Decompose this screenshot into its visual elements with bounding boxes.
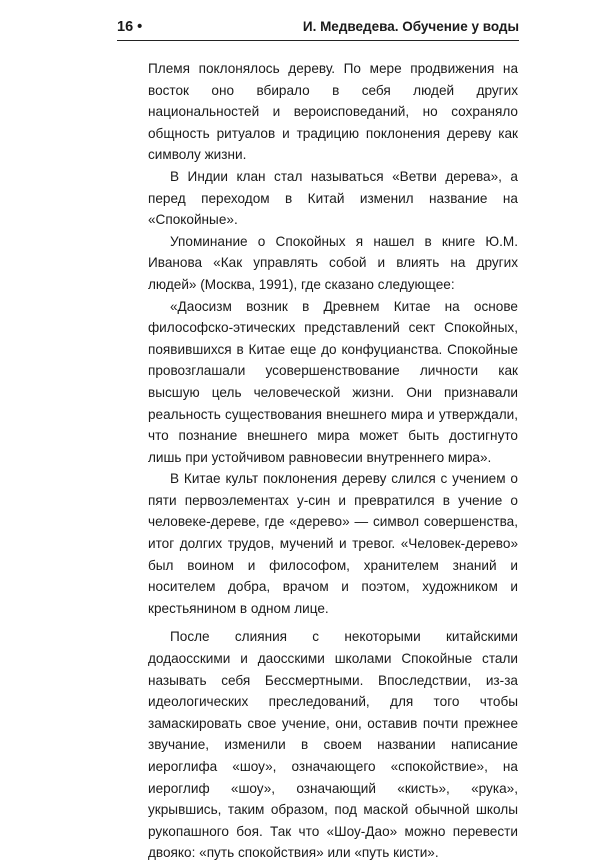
body-text — [148, 58, 518, 864]
paragraph: В Китае культ поклонения дереву слился с учением о пяти первоэлементах у-син и превратился в учение о человеке-дереве, где «дерево» — символ совершенства, итог долгих трудов, мучений и тревог. «Человек-дерево» был воином и философом, хранителем знаний и носителем добра, врачом и поэтом, художником и крестьянином в одном лице. — [148, 471, 518, 616]
paragraph: После слияния с некоторыми китайскими додаосскими и даосскими школами Спокойные стали называть себя Бессмертными. Впоследствии, из-за идеологических преследований, для того чтобы замаскировать свое учение, они, оставив почти прежнее звучание, изменили в своем названии написание иероглифа «шоу», означающего «спокойствие», на иероглиф «шоу», означающий «кисть», «рука», укрывшись, таким образом, под маской обычной школы рукопашного боя. Так что «Шоу-Дао» можно перевести двояко: «путь спокойствия» или «путь кисти». — [148, 629, 518, 861]
paragraph: Племя поклонялось дереву. По мере продвижения на восток оно вбирало в себя людей других национальностей и вероисповеданий, но сохраняло общность ритуалов и традицию поклонения дереву как символу жизни. — [148, 61, 518, 163]
page-header — [117, 18, 519, 41]
quote-paragraph: «Даосизм возник в Древнем Китае на основе философско-этических представлений сект Спокойных, появившихся в Китае еще до конфуцианства. Спокойные провозглашали усовершенствование личности как высшую цель человеческой жизни. Они признавали реальность существования внешнего мира и утверждали, что познание внешнего мира может быть достигнуто лишь при устойчивом равновесии внутреннего мира». — [148, 298, 518, 465]
page-number: 16 • — [117, 19, 143, 35]
paragraph: Упоминание о Спокойных я нашел в книге Ю.М. Иванова «Как управлять собой и влиять на других людей» (Москва, 1991), где сказано следующее: — [148, 233, 518, 292]
paragraph: В Индии клан стал называться «Ветви дерева», а перед переходом в Китай изменил название на «Спокойные». — [148, 168, 518, 228]
running-title: И. Медведева. Обучение у воды — [302, 19, 519, 34]
